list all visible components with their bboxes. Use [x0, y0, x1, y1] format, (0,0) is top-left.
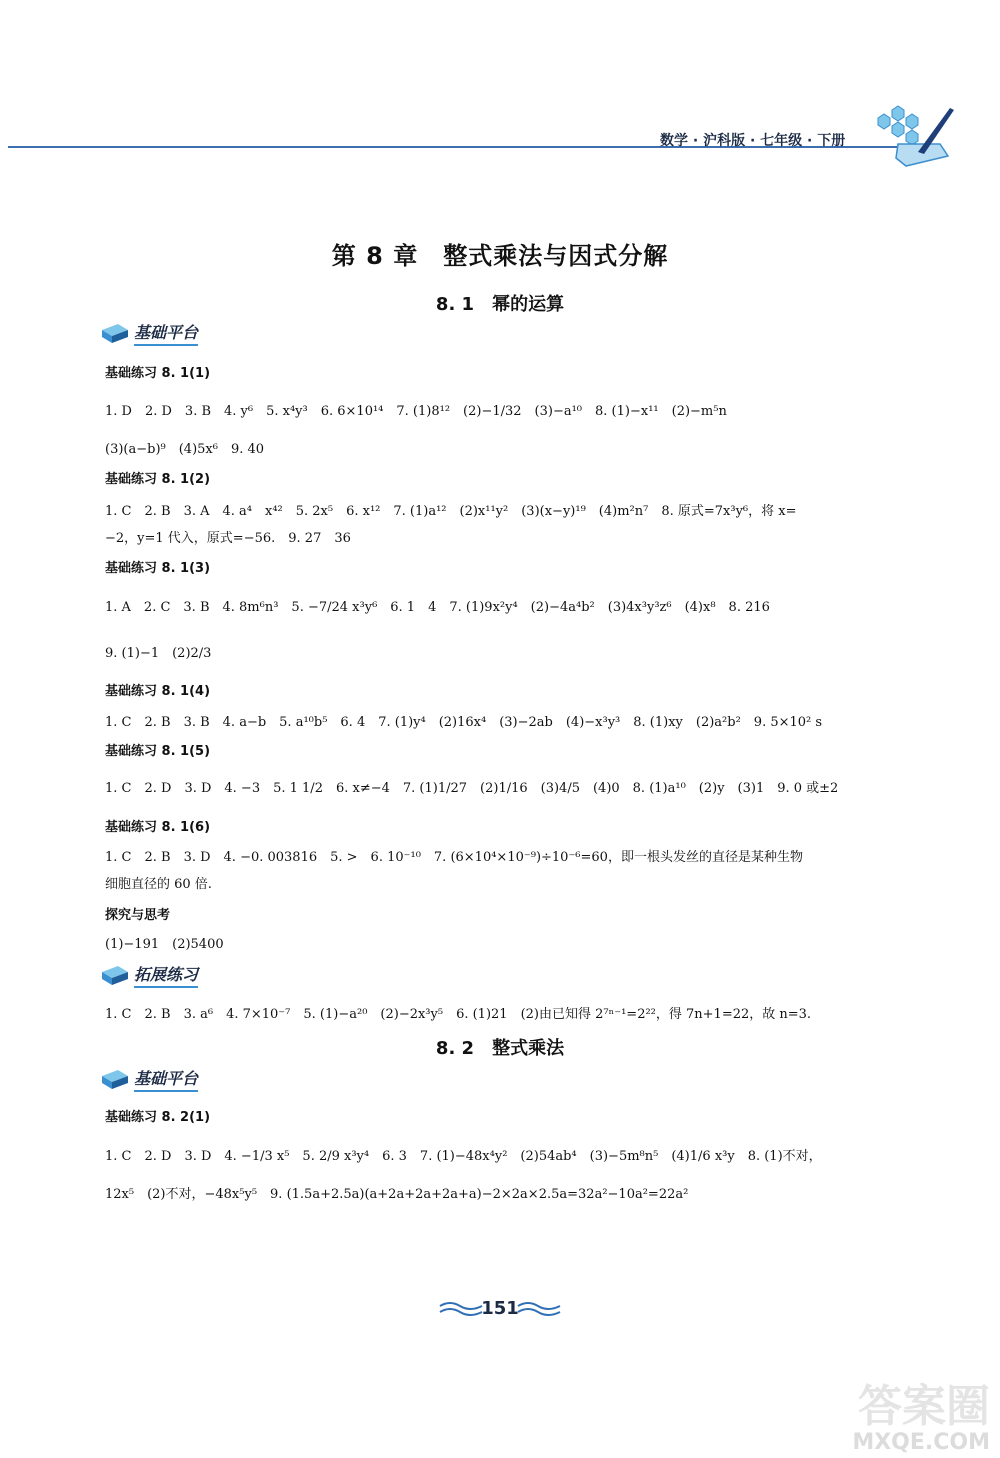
- answer-line: 1. C 2. D 3. D 4. −3 5. 1 1/2 6. x≠−4 7. (1)1/27 (2)1/16 (3)4/5 (4)0 8. (1)a¹⁰ (2)y (3)1 9. 0 或±2: [105, 781, 839, 796]
- badge-basic-platform: [100, 1066, 198, 1092]
- badge-label: 基础平台: [134, 1066, 198, 1092]
- answer-line: 细胞直径的 60 倍.: [105, 877, 212, 892]
- subsection-8-1-2: 基础练习 8. 1(2): [105, 472, 211, 487]
- book-icon: [100, 322, 130, 344]
- subsection-8-2-1: 基础练习 8. 2(1): [105, 1110, 211, 1125]
- answer-line: 9. (1)−1 (2)2/3: [105, 646, 212, 661]
- wave-right-icon: [516, 1300, 562, 1318]
- section-8-1-title: 8. 1 幂的运算: [435, 294, 565, 315]
- answer-line: (3)(a−b)⁹ (4)5x⁶ 9. 40: [105, 442, 265, 457]
- page-number: 151: [481, 1298, 519, 1319]
- badge-label: 基础平台: [134, 320, 198, 346]
- watermark-url: MXQE.COM: [852, 1430, 990, 1455]
- answer-line: −2，y=1 代入，原式=−56. 9. 27 36: [105, 531, 351, 546]
- answer-line: 12x⁵ (2)不对，−48x⁵y⁵ 9. (1.5a+2.5a)(a+2a+2a+2a+a)−2×2a×2.5a=32a²−10a²=22a²: [105, 1187, 689, 1202]
- chapter-title: 第 8 章 整式乘法与因式分解: [331, 242, 669, 270]
- watermark-logo: 答案圈: [858, 1381, 990, 1432]
- answer-line: 1. C 2. B 3. A 4. a⁴ x⁴² 5. 2x⁵ 6. x¹² 7. (1)a¹² (2)x¹¹y² (3)(x−y)¹⁹ (4)m²n⁷ 8. 原式=7x³y⁶，将 x=: [105, 504, 797, 519]
- subsection-explore: 探究与思考: [105, 908, 171, 923]
- answer-line: 1. C 2. B 3. a⁶ 4. 7×10⁻⁷ 5. (1)−a²⁰ (2)−2x³y⁵ 6. (1)21 (2)由已知得 2⁷ⁿ⁻¹=2²²，得 7n+1=22，故 n=3.: [105, 1007, 812, 1022]
- answer-line: 1. C 2. B 3. D 4. −0. 003816 5. > 6. 10⁻¹⁰ 7. (6×10⁴×10⁻⁹)÷10⁻⁶=60，即一根头发丝的直径是某种生物: [105, 850, 803, 865]
- section-8-2-title: 8. 2 整式乘法: [435, 1038, 565, 1059]
- subsection-8-1-1: 基础练习 8. 1(1): [105, 366, 211, 381]
- subsection-8-1-3: 基础练习 8. 1(3): [105, 561, 211, 576]
- badge-basic-platform: [100, 320, 198, 346]
- badge-extension-practice: [100, 962, 198, 988]
- answer-line: 1. C 2. B 3. B 4. a−b 5. a¹⁰b⁵ 6. 4 7. (1)y⁴ (2)16x⁴ (3)−2ab (4)−x³y³ 8. (1)xy (2)a²b² 9. 5×10² s: [105, 715, 823, 730]
- answer-line: 1. A 2. C 3. B 4. 8m⁶n³ 5. −7/24 x³y⁶ 6. 1 4 7. (1)9x²y⁴ (2)−4a⁴b² (3)4x³y³z⁶ (4)x⁸ 8. 216: [105, 600, 770, 615]
- answer-line: 1. D 2. D 3. B 4. y⁶ 5. x⁴y³ 6. 6×10¹⁴ 7. (1)8¹² (2)−1/32 (3)−a¹⁰ 8. (1)−x¹¹ (2)−m⁵n: [105, 404, 727, 419]
- answer-line: 1. C 2. D 3. D 4. −1/3 x⁵ 5. 2/9 x³y⁴ 6. 3 7. (1)−48x⁴y² (2)54ab⁴ (3)−5m⁸n⁵ (4)1/6 x³y 8. (1)不对，: [105, 1149, 822, 1164]
- subsection-8-1-5: 基础练习 8. 1(5): [105, 744, 211, 759]
- subsection-8-1-4: 基础练习 8. 1(4): [105, 684, 211, 699]
- book-info: 数学 · 沪科版 · 七年级 · 下册: [660, 133, 846, 149]
- badge-label: 拓展练习: [134, 962, 198, 988]
- subsection-8-1-6: 基础练习 8. 1(6): [105, 820, 211, 835]
- hexagon-logo-icon: [868, 100, 958, 170]
- answer-line: (1)−191 (2)5400: [105, 937, 224, 952]
- book-icon: [100, 1068, 130, 1090]
- watermark: [820, 1370, 990, 1455]
- book-icon: [100, 964, 130, 986]
